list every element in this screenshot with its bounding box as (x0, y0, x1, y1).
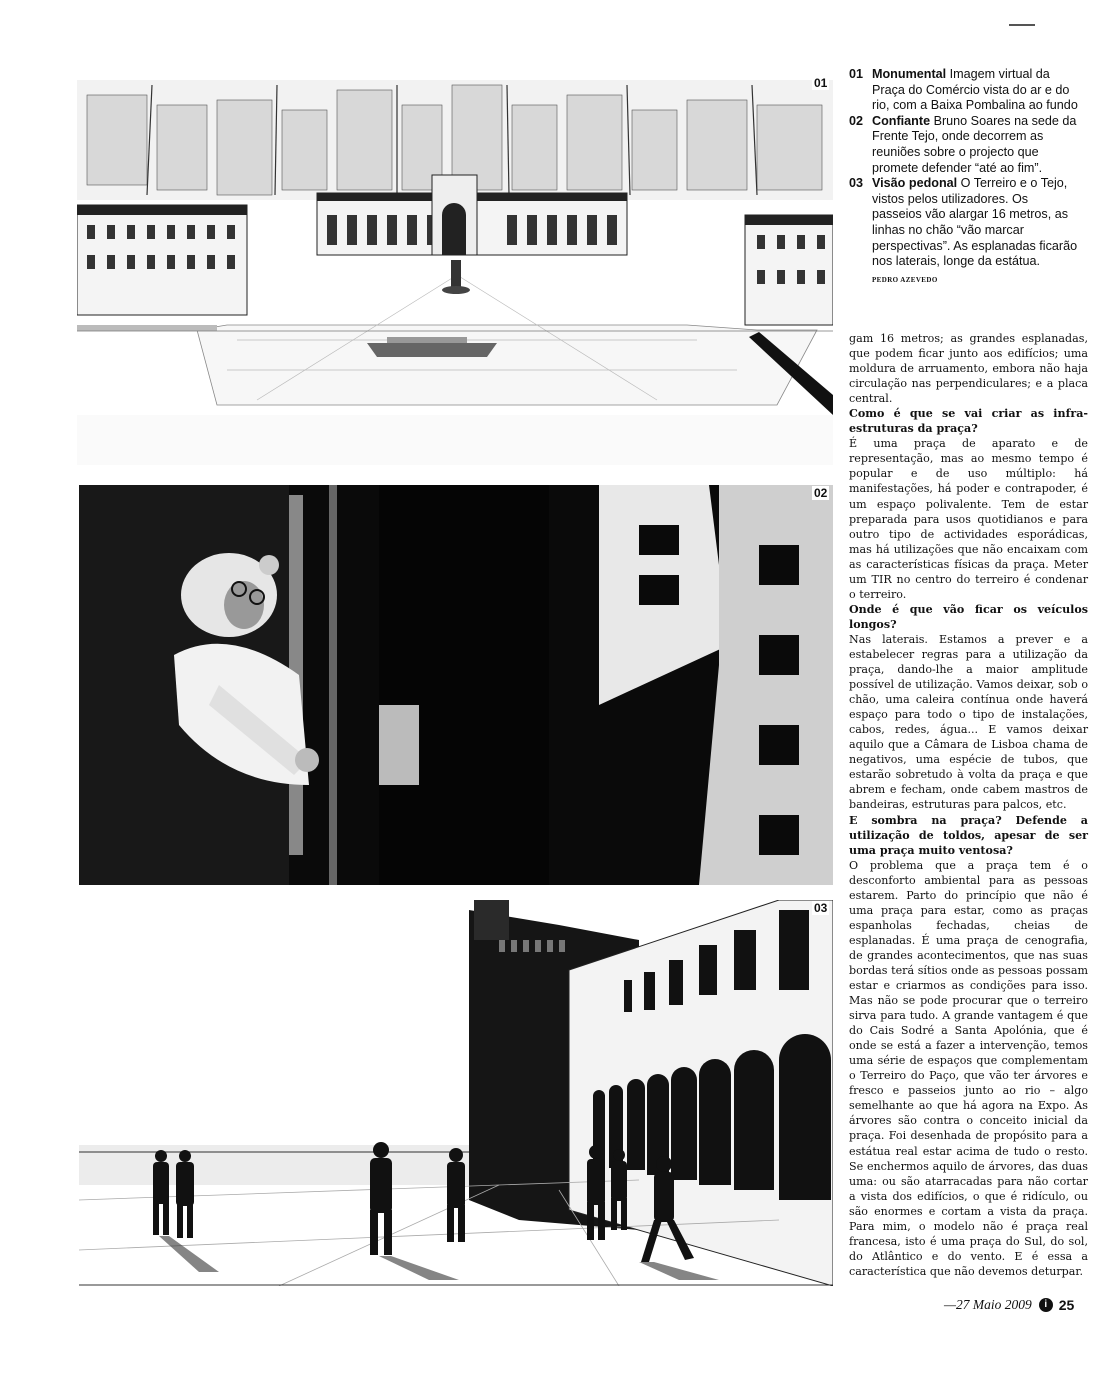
i-logo-icon: i (1039, 1298, 1053, 1312)
print-mark (1009, 24, 1035, 26)
caption-01 (849, 67, 1081, 114)
page-footer (944, 1296, 1074, 1314)
figure-number-01: 01 (814, 76, 828, 90)
caption-number: 01 (849, 67, 864, 81)
article-paragraph: O problema que a praça tem é o desconforto ambiental para as pessoas estarem. Parto do princípio que não é uma praça para estar, como as praças espanholas fechadas, cheias de esplanadas. É uma praça de cenografia, de grandes acontecimentos, que nas suas bordas terá sítios onde as pessoas possam estar e criarmos as condições para isso. Mas não se pode procurar que o terreiro sirva para tudo. A grande vantagem é que do Cais Sodré a Santa Apolónia, que é onde se está a fazer a intervenção, temos uma série de espaços que complementam o Terreiro do Paço, que vão ter árvores e fresco e passeios junto ao rio – algo semelhante ao que há agora na Expo. As árvores são contra o conceito inicial da praça. Foi desenhada de propósito para a estátua real estar acima de tudo o resto. Se enchermos aquilo de árvores, das duas uma: ou são atarracadas para não cortar a vista dos edifícios, o que é ridículo, ou são enormes e cortam a vista da praça. Para mim, o modelo não é praça real francesa, isto é uma praça do Sul, do sol, do Atlântico e do vento. E é essa a característica que não devemos deturpar. (849, 858, 1088, 1278)
caption-text: Imagem virtual da Praça do Comércio vista do ar e do rio, com a Baixa Pombalina ao fundo (872, 67, 1078, 113)
caption-text: O Terreiro e o Tejo, vistos pelos utilizadores. Os passeios vão alargar 16 metros, as linhas no chão “vão marcar perspectivas”. As esplanadas ficarão nos laterais, longe da estátua. (872, 176, 1078, 269)
caption-text: Bruno Soares na sede da Frente Tejo, onde decorrem as reuniões sobre o projecto que promete defender “até ao fim”. (872, 113, 1077, 175)
caption-headline: Confiante (872, 113, 931, 128)
caption-headline: Visão pedonal (872, 176, 958, 191)
article-paragraph: É uma praça de aparato e de representação, mas ao mesmo tempo é popular e de uso múltiplo: há manifestações, há poder e contrapoder, é um espaço polivalente. Tem de estar preparada para usos quotidianos e para outro tipo de actividades esporádicas, mas há utilizações que não encaixam com as características físicas da praça. Meter um TIR no centro do terreiro é condenar o terreiro. (849, 437, 1088, 601)
caption-number: 03 (849, 176, 864, 191)
caption-headline: Monumental (872, 67, 947, 81)
interview-question: Como é que se vai criar as infra-estruturas da praça? (849, 407, 1088, 436)
article-body (849, 331, 1088, 1279)
photo-credit: PEDRO AZEVEDO (872, 275, 938, 284)
interview-question: E sombra na praça? Defende a utilização de toldos, apesar de ser uma praça muito ventosa? (849, 813, 1088, 857)
photo-bruno-soares (79, 485, 833, 885)
caption-02 (849, 114, 1081, 176)
caption-number: 02 (849, 113, 864, 128)
caption-03 (849, 176, 1081, 270)
photo-praca-aerial (77, 75, 833, 465)
issue-date: —27 Maio 2009 (944, 1297, 1032, 1312)
photo-pedestrian-view (79, 900, 833, 1286)
photo-captions (849, 67, 1081, 288)
figure-number-03: 03 (814, 901, 828, 915)
article-paragraph: Nas laterais. Estamos a prever e a estabelecer regras para a utilização da praça, dando-lhe a maior amplitude possível de utilização. Vamos deixar, sob o chão, uma caleira contínua onde haverá espaço para todo o tipo de instalações, cabos, redes, água... E vamos deixar aquilo que a Câmara de Lisboa chama de negativos, uma espécie de tubos, que estarão sobretudo à volta da praça e que abrem e fecham, onde cabem mastros de bandeiras, estruturas para palcos, etc. (849, 632, 1088, 812)
page-number: 25 (1058, 1297, 1075, 1313)
interview-question: Onde é que vão ficar os veículos longos? (849, 602, 1088, 631)
article-paragraph: gam 16 metros; as grandes esplanadas, que podem ficar junto aos edifícios; uma moldura de arruamento, embora não haja circulação nas perpendiculares; e a placa central. (849, 332, 1088, 406)
figure-number-02: 02 (814, 486, 828, 500)
